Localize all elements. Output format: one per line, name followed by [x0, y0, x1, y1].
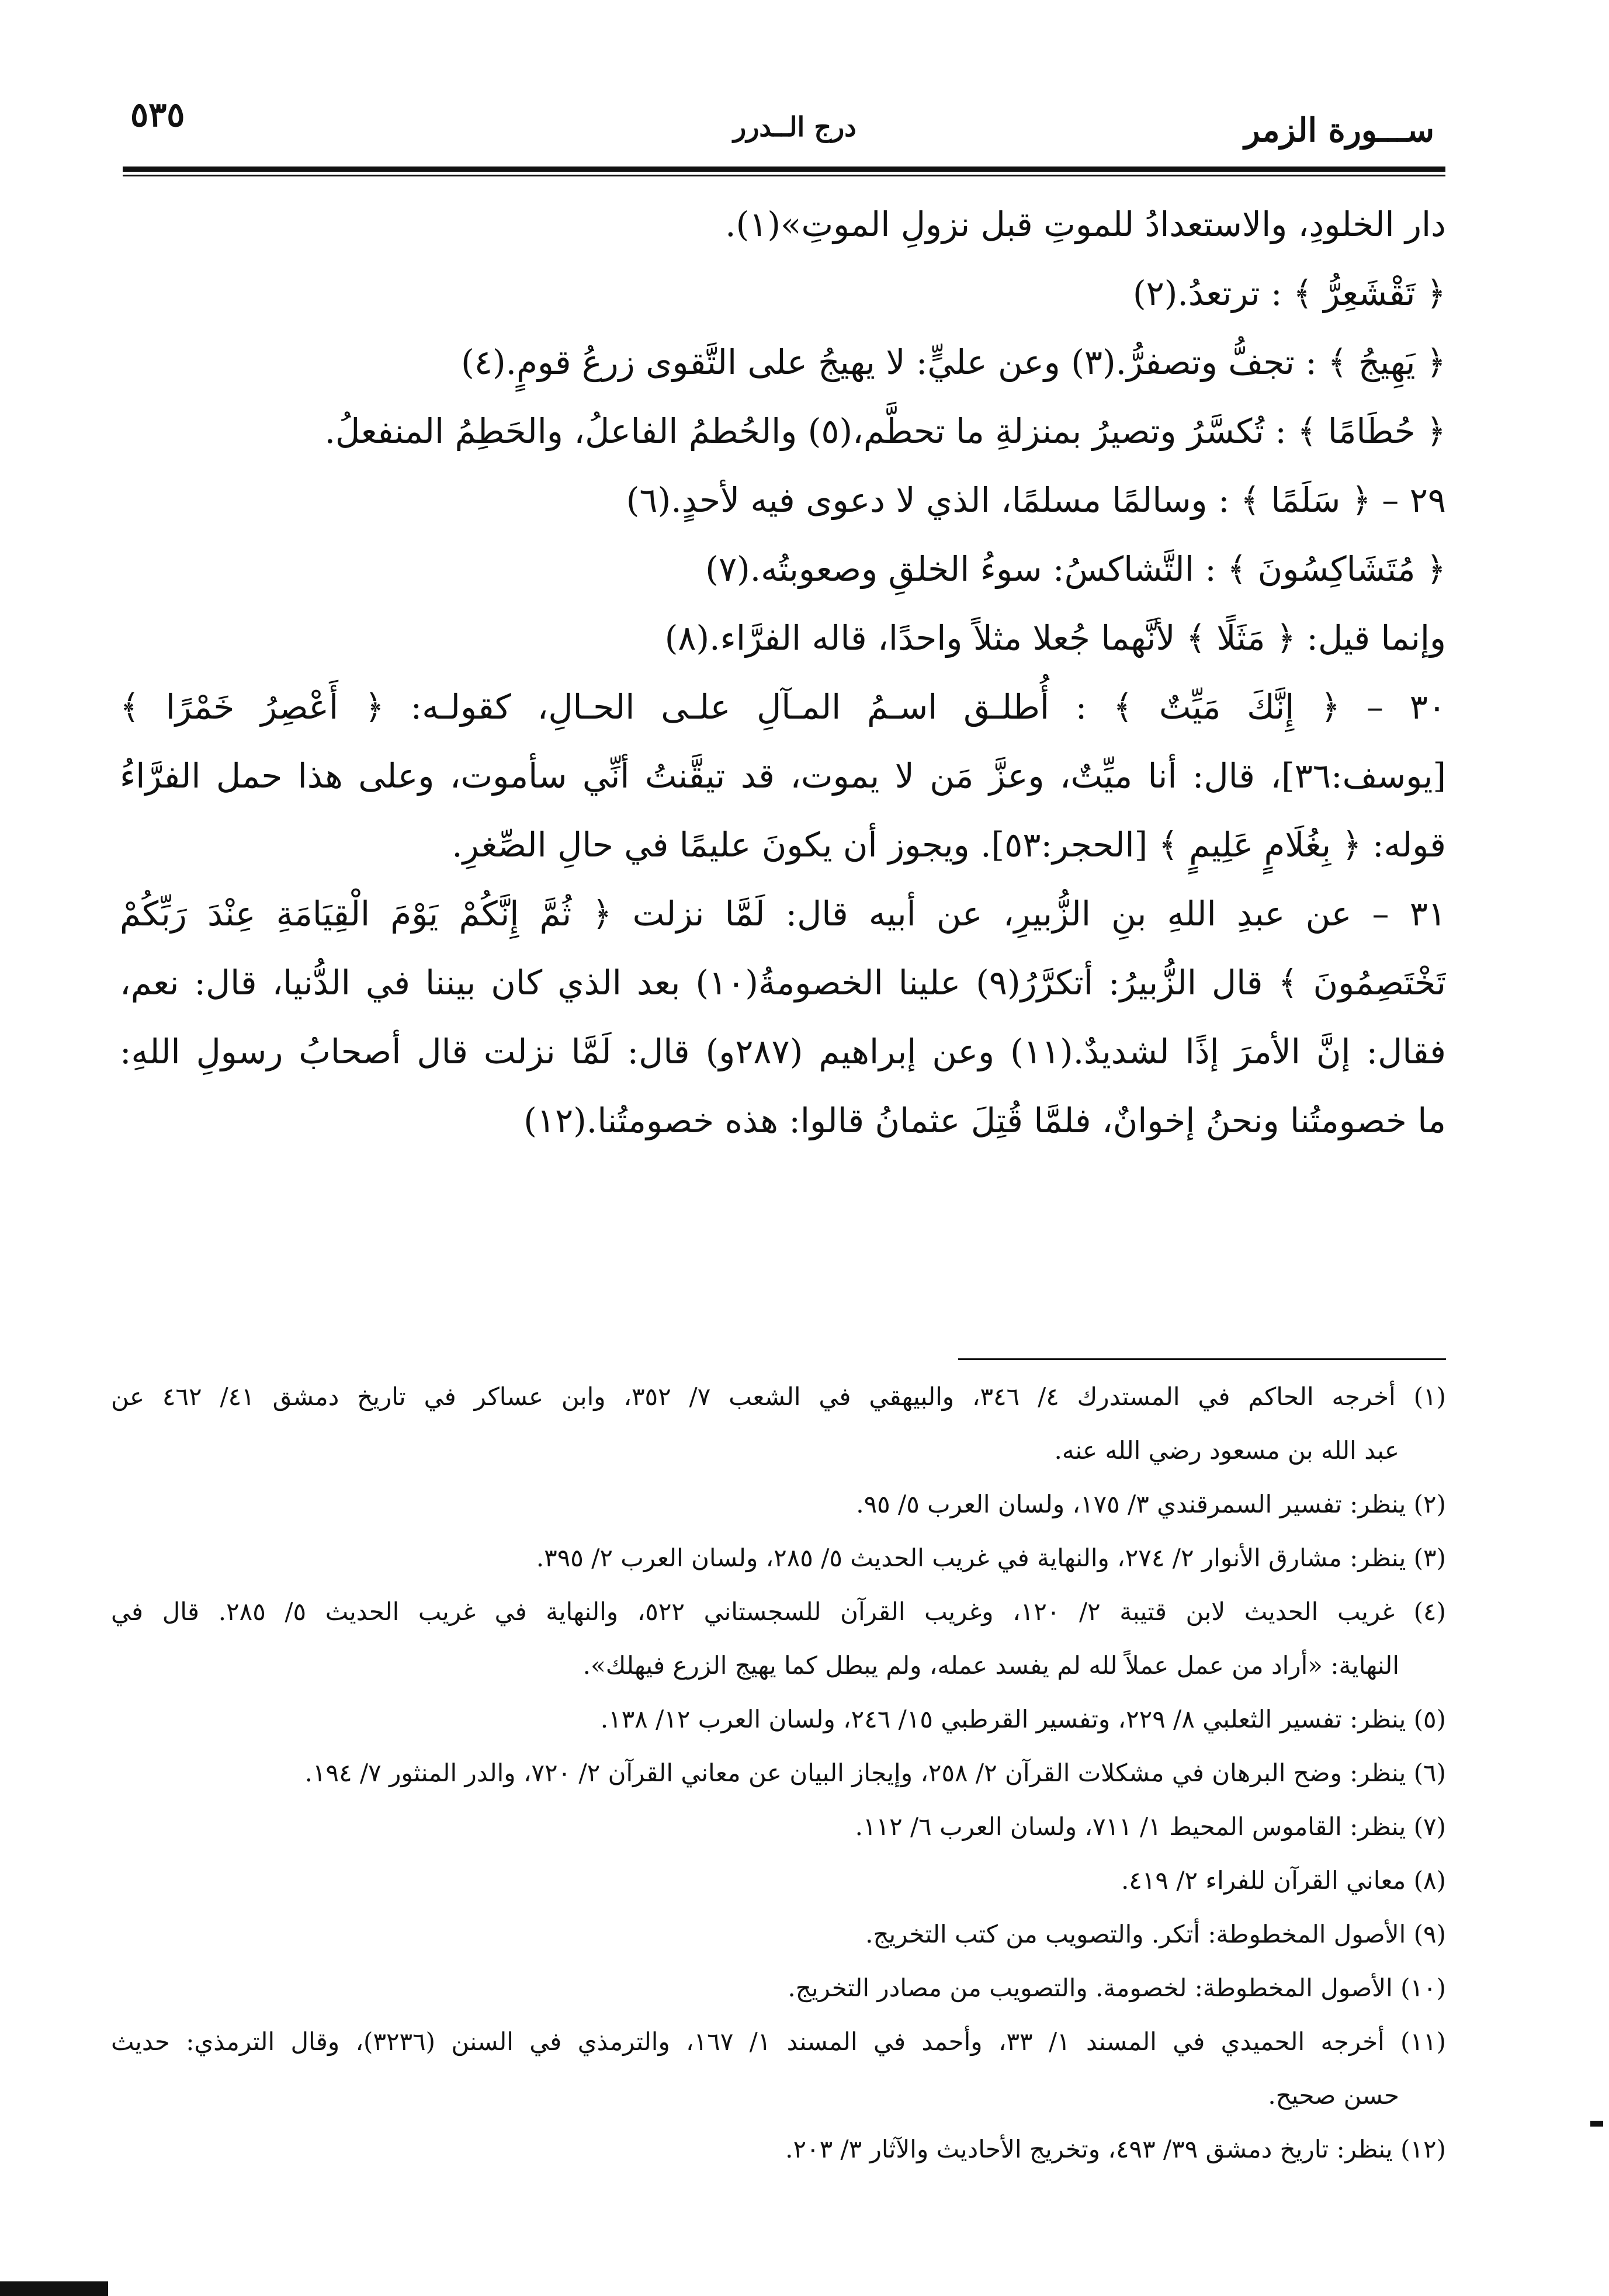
footnote-line: (١٠) الأصول المخطوطة: لخصومة. والتصويب من مصادر التخريج. [788, 1974, 1446, 2002]
footnote-line: (٣) ينظر: مشارق الأنوار ٢/ ٢٧٤، والنهاية في غريب الحديث ٥/ ٢٨٥، ولسان العرب ٢/ ٣٩٥. [536, 1544, 1446, 1572]
footnote-line: (٢) ينظر: تفسير السمرقندي ٣/ ١٧٥، ولسان العرب ٥/ ٩٥. [856, 1490, 1446, 1518]
footnote-line: (٧) ينظر: القاموس المحيط ١/ ٧١١، ولسان العرب ٦/ ١١٢. [855, 1812, 1446, 1841]
text-line: ﴿ حُطَامًا ﴾ : تُكسَّرُ وتصيرُ بمنزلةِ ما تحطَّم،(٥) والحُطمُ الفاعلُ، والحَطِمُ المنفعلُ. [324, 411, 1446, 451]
text-line: ﴿ تَقْشَعِرُّ ﴾ : ترتعدُ.(٢) [1132, 273, 1446, 313]
footnote-line: (١١) أخرجه الحميدي في المسند ١/ ٣٣، وأحمد في المسند ١/ ١٦٧، والترمذي في السنن (٣٢٣٦)، وقال الترمذي: حديث [111, 2027, 1446, 2056]
footnotes [111, 1370, 1446, 2176]
main-text [120, 190, 1446, 1155]
text-line: ﴿ يَهِيجُ ﴾ : تجفُّ وتصفرُّ.(٣) وعن عليٍّ: لا يهيجُ على التَّقوى زرعُ قومٍ.(٤) [461, 342, 1446, 382]
footnote-line: (١) أخرجه الحاكم في المستدرك ٤/ ٣٤٦، والبيهقي في الشعب ٧/ ٣٥٢، وابن عساكر في تاريخ دمشق ٤١/ ٤٦٢ عن [111, 1382, 1446, 1411]
footnote-line: (١٢) ينظر: تاريخ دمشق ٣٩/ ٤٩٣، وتخريج الأحاديث والآثار ٣/ ٢٠٣. [785, 2135, 1446, 2163]
text-line: [يوسف:٣٦]، قال: أنا ميِّتٌ، وعزَّ مَن لا يموت، قد تيقَّنتُ أنِّي سأموت، وعلى هذا حمل الفرَّاءُ [120, 756, 1446, 796]
text-line: فقال: إنَّ الأمرَ إذًا لشديدٌ.(١١) وعن إبراهيم (٢٨٧و) قال: لَمَّا نزلت قال أصحابُ رسولِ اللهِ: [120, 1032, 1446, 1071]
scan-edge [0, 2281, 108, 2296]
text-line: وإنما قيل: ﴿ مَثَلًا ﴾ لأنَّهما جُعلا مثلاً واحدًا، قاله الفرَّاء.(٨) [664, 618, 1446, 658]
running-header [120, 93, 1446, 164]
text-line: ٢٩ – ﴿ سَلَمًا ﴾ : وسالمًا مسلمًا، الذي لا دعوى فيه لأحدٍ.(٦) [626, 480, 1446, 520]
footnote-line: (٨) معاني القرآن للفراء ٢/ ٤١٩. [1121, 1866, 1446, 1895]
text-line: دار الخلودِ، والاستعدادُ للموتِ قبل نزولِ الموتِ»(١). [725, 204, 1446, 244]
footnote-separator [958, 1358, 1446, 1360]
surah-title: ســـورة الزمر [1244, 111, 1434, 150]
text-line: ٣٠ – ﴿ إِنَّكَ مَيِّتٌ ﴾ : أُطلـق اسـمُ المـآلِ علـى الحـالِ، كقولـه: ﴿ أَعْصِرُ خَمْرًا ﴾ [120, 687, 1446, 727]
footnote-line: (٥) ينظر: تفسير الثعلبي ٨/ ٢٢٩، وتفسير القرطبي ١٥/ ٢٤٦، ولسان العرب ١٢/ ١٣٨. [600, 1705, 1446, 1733]
footnote-line: حسن صحيح. [1268, 2081, 1399, 2110]
page-number: ٥٣٥ [130, 95, 185, 134]
footnote-line: (٦) ينظر: وضح البرهان في مشكلات القرآن ٢/ ٢٥٨، وإيجاز البيان عن معاني القرآن ٢/ ٧٢٠، والدر المنثور ٧/ ١٩٤. [304, 1759, 1446, 1787]
book-title: درج الــدرر [733, 111, 856, 143]
footnote-line: (٩) الأصول المخطوطة: أتكر. والتصويب من كتب التخريج. [865, 1920, 1446, 1948]
footnote-line: عبد الله بن مسعود رضي الله عنه. [1054, 1436, 1399, 1465]
text-line: قوله: ﴿ بِغُلَامٍ عَلِيمٍ ﴾ [الحجر:٥٣]. ويجوز أن يكونَ عليمًا في حالِ الصِّغرِ. [452, 825, 1446, 865]
scan-mark [1590, 2121, 1603, 2127]
header-rule-thin [123, 175, 1445, 176]
text-line: تَخْتَصِمُونَ ﴾ قال الزُّبيرُ: أتكرَّرُ(٩) علينا الخصومةُ(١٠) بعد الذي كان بيننا في الدُّنيا، قال: نعم، [120, 963, 1446, 1003]
text-line: ما خصومتُنا ونحنُ إخوانٌ، فلمَّا قُتِلَ عثمانُ قالوا: هذه خصومتُنا.(١٢) [523, 1101, 1446, 1140]
text-line: ﴿ مُتَشَاكِسُونَ ﴾ : التَّشاكسُ: سوءُ الخلقِ وصعوبتُه.(٧) [705, 549, 1446, 589]
footnote-line: النهاية: «أراد من عمل عملاً لله لم يفسد عمله، ولم يبطل كما يهيج الزرع فيهلك». [582, 1651, 1399, 1680]
text-line: ٣١ – عن عبدِ اللهِ بنِ الزُّبيرِ، عن أبيه قال: لَمَّا نزلت ﴿ ثُمَّ إِنَّكُمْ يَوْمَ الْقِيَامَةِ عِنْدَ رَبِّكُمْ [120, 894, 1446, 934]
header-rule-thick [123, 167, 1445, 172]
footnote-line: (٤) غريب الحديث لابن قتيبة ٢/ ١٢٠، وغريب القرآن للسجستاني ٥٢٢، والنهاية في غريب الحديث ٥/ ٢٨٥. قال في [111, 1597, 1446, 1626]
